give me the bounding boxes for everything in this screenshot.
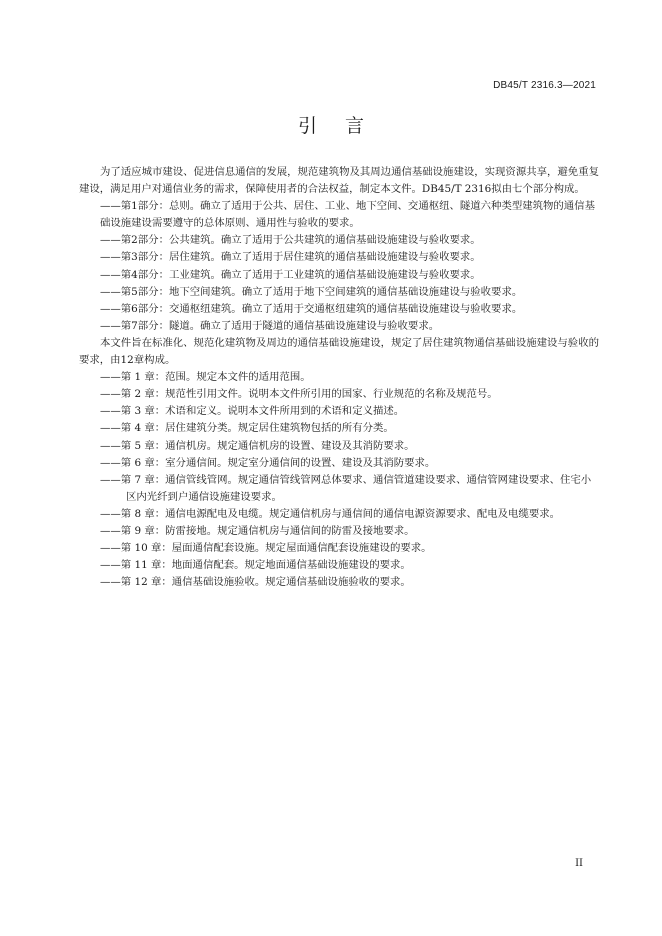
chapter-item: ——第 5 章：通信机房。规定通信机房的设置、建设及其消防要求。 — [100, 439, 415, 452]
chapter-item: ——第 10 章：屋面通信配套设施。规定屋面通信配套设施建设的要求。 — [100, 542, 432, 555]
parts-list — [79, 198, 599, 335]
page-title: 引言 — [297, 115, 392, 137]
chapter-item: ——第 3 章：术语和定义。说明本文件所用到的术语和定义描述。 — [100, 405, 405, 418]
chapter-item: ——第 8 章：通信电源配电及电缆。规定通信机房与通信间的通信电源资源要求、配电及电缆要求。 — [100, 507, 561, 520]
part-item: ——第5部分：地下空间建筑。确立了适用于地下空间建筑的通信基础设施建设与验收要求。 — [100, 285, 523, 298]
part-item: ——第3部分：居住建筑。确立了适用于居住建筑的通信基础设施建设与验收要求。 — [100, 251, 481, 264]
chapter-item: ——第 7 章：通信管线管网。规定通信管线管网总体要求、通信管道建设要求、通信管网建设要求、住宅小区内光纤到户通信设施建设要求。 — [100, 473, 592, 503]
part-item: ——第6部分：交通枢纽建筑。确立了适用于交通枢纽建筑的通信基础设施建设与验收要求。 — [100, 302, 523, 315]
part-item: ——第4部分：工业建筑。确立了适用于工业建筑的通信基础设施建设与验收要求。 — [100, 268, 481, 281]
part-item: ——第2部分：公共建筑。确立了适用于公共建筑的通信基础设施建设与验收要求。 — [100, 234, 481, 247]
intro-paragraph: 为了适应城市建设、促进信息通信的发展，规范建筑物及其周边通信基础设施建设，实现资源共享，避免重复建设，满足用户对通信业务的需求，保障使用者的合法权益，制定本文件。DB45/T 2316拟由七个部分构成。 — [79, 166, 599, 196]
chapters-list — [79, 369, 599, 591]
chapter-item: ——第 6 章：室分通信间。规定室分通信间的设置、建设及其消防要求。 — [100, 456, 436, 469]
chapter-item: ——第 12 章：通信基础设施验收。规定通信基础设施验收的要求。 — [100, 576, 411, 589]
part-item: ——第7部分：隧道。确立了适用于隧道的通信基础设施建设与验收要求。 — [100, 319, 440, 332]
chapter-item: ——第 9 章：防雷接地。规定通信机房与通信间的防雷及接地要求。 — [100, 524, 415, 537]
scope-paragraph: 本文件旨在标准化、规范化建筑物及周边的通信基础设施建设，规定了居住建筑物通信基础设施建设与验收的要求，由12章构成。 — [79, 336, 599, 367]
part-item: ——第1部分：总则。确立了适用于公共、居住、工业、地下空间、交通枢纽、隧道六种类型建筑物的通信基础设施建设需要遵守的总体原则、通用性与验收的要求。 — [100, 200, 595, 230]
chapter-item: ——第 2 章：规范性引用文件。说明本文件所引用的国家、行业规范的名称及规范号。 — [100, 388, 498, 401]
chapter-item: ——第 11 章：地面通信配套。规定地面通信基础设施建设的要求。 — [100, 559, 411, 572]
standard-code: DB45/T 2316.3—2021 — [493, 80, 596, 91]
chapter-item: ——第 1 章：范围。规定本文件的适用范围。 — [100, 371, 311, 384]
chapter-item: ——第 4 章：居住建筑分类。规定居住建筑物包括的所有分类。 — [100, 422, 394, 435]
page-number: II — [575, 858, 583, 869]
introduction-body — [79, 164, 599, 591]
